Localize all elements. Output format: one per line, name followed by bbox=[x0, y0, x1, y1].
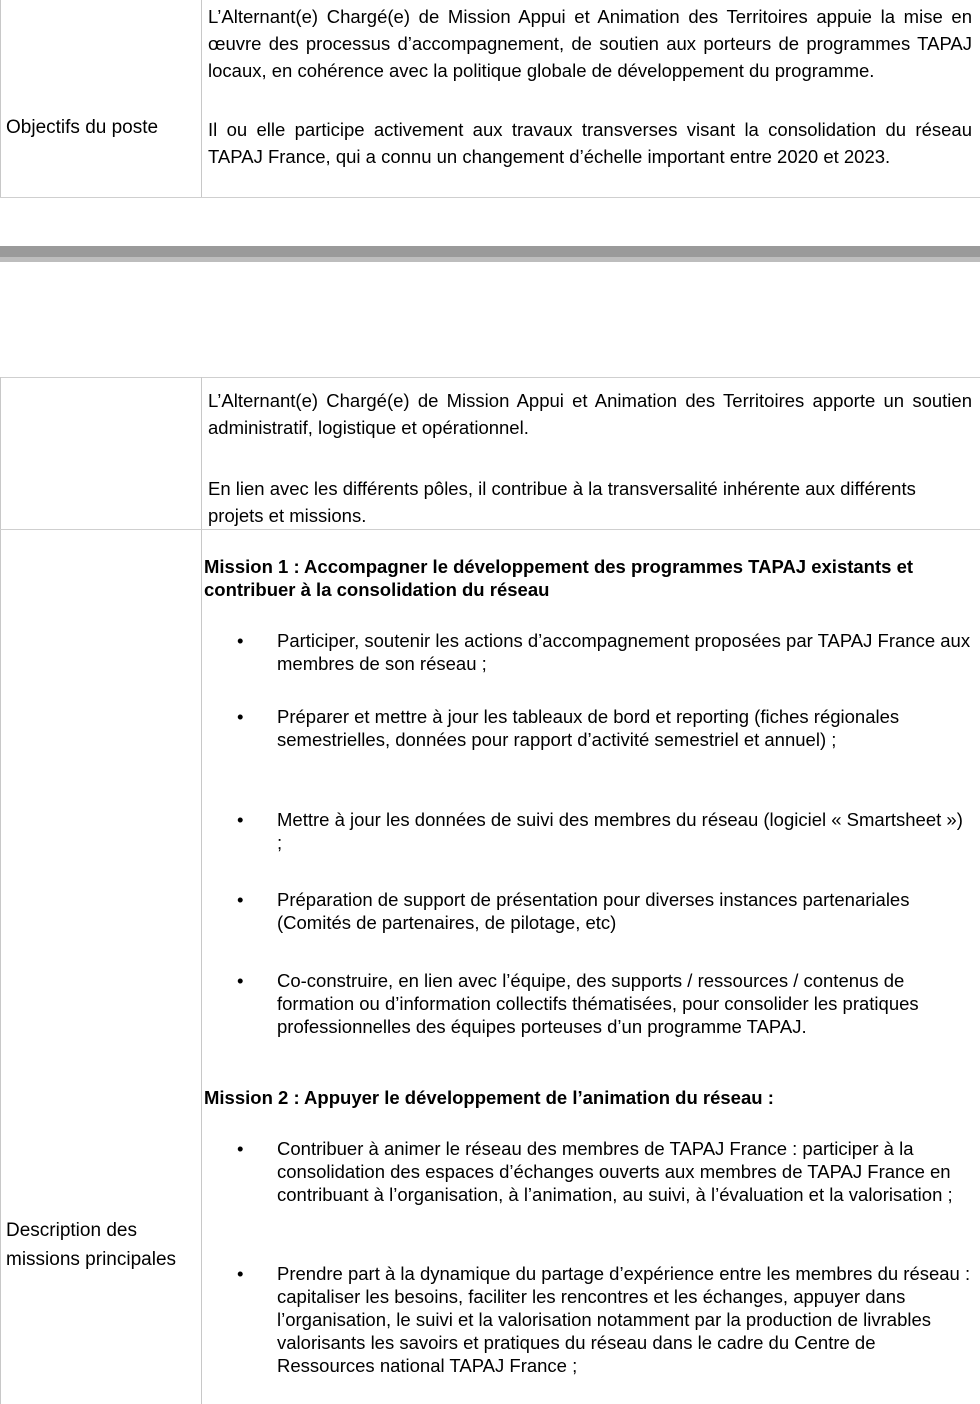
bullet-icon: • bbox=[237, 889, 244, 910]
bullet-icon: • bbox=[237, 809, 244, 830]
objectifs-paragraph-2: Il ou elle participe activement aux travaux transverses visant la consolidation du réseau TAPAJ France, qui a connu un changement d’échelle important entre 2020 et 2023. bbox=[208, 119, 972, 167]
table2-column-divider bbox=[201, 377, 202, 1404]
objectifs-label: Objectifs du poste bbox=[6, 117, 159, 138]
table1-bottom-border bbox=[0, 197, 980, 198]
list-item: • Co-construire, en lien avec l’équipe, des supports / ressources / contenus de formation ou d’information collectifs thématisées, pour consolider les pratiques professionnelles des équipes porteuses d’un programme TAPAJ. bbox=[237, 970, 919, 1037]
list-item: • Participer, soutenir les actions d’accompagnement proposées par TAPAJ France aux membres de son réseau ; bbox=[237, 630, 971, 674]
table2-left-border bbox=[0, 377, 1, 1404]
intro-paragraph-2: En lien avec les différents pôles, il contribue à la transversalité inhérente aux différents projets et missions. bbox=[208, 478, 916, 526]
intro-paragraph-1: L’Alternant(e) Chargé(e) de Mission Appui et Animation des Territoires apporte un soutien administratif, logistique et opérationnel. bbox=[208, 390, 972, 438]
list-item: • Mettre à jour les données de suivi des membres du réseau (logiciel « Smartsheet ») ; bbox=[237, 809, 963, 853]
mission-1-title: Mission 1 : Accompagner le développement des programmes TAPAJ existants et contribuer à la consolidation du réseau bbox=[204, 556, 914, 600]
list-item: • Préparer et mettre à jour les tableaux de bord et reporting (fiches régionales semestrielles, données pour rapport d’activité semestriel et annuel) ; bbox=[237, 706, 900, 750]
bullet-icon: • bbox=[237, 1138, 244, 1159]
list-item: • Contribuer à animer le réseau des membres de TAPAJ France : participer à la consolidation des espaces d’échanges ouverts aux membres de TAPAJ France en contribuant à l’organisation, à l’animation, au suivi, à l’évaluation et la valorisation ; bbox=[237, 1138, 953, 1205]
bullet-icon: • bbox=[237, 970, 244, 991]
bullet-icon: • bbox=[237, 630, 244, 651]
table1-column-divider bbox=[201, 0, 202, 198]
table1-left-border bbox=[0, 0, 1, 198]
list-item: • Prendre part à la dynamique du partage d’expérience entre les membres du réseau : capitaliser les besoins, faciliter les rencontres et les échanges, appuyer dans l’organisation, le suivi et la valorisation notamment par la production de livrables valorisants les savoirs et pratiques du réseau dans le cadre du Centre de Ressources national TAPAJ France ; bbox=[237, 1263, 971, 1376]
mission-2-title: Mission 2 : Appuyer le développement de l’animation du réseau : bbox=[204, 1087, 774, 1108]
table2-top-border bbox=[0, 377, 980, 378]
missions-label: Description des missions principales bbox=[6, 1220, 177, 1270]
page-separator-shade bbox=[0, 257, 980, 262]
objectifs-paragraph-1: L’Alternant(e) Chargé(e) de Mission Appui et Animation des Territoires appuie la mise en œuvre des processus d’accompagnement, de soutien aux porteurs de programmes TAPAJ locaux, en cohérence avec la politique globale de développement du programme. bbox=[208, 6, 972, 81]
bullet-icon: • bbox=[237, 1263, 244, 1284]
bullet-icon: • bbox=[237, 706, 244, 727]
list-item: • Préparation de support de présentation pour diverses instances partenariales (Comités de partenaires, de pilotage, etc) bbox=[237, 889, 910, 933]
table2-row-divider bbox=[0, 529, 980, 530]
